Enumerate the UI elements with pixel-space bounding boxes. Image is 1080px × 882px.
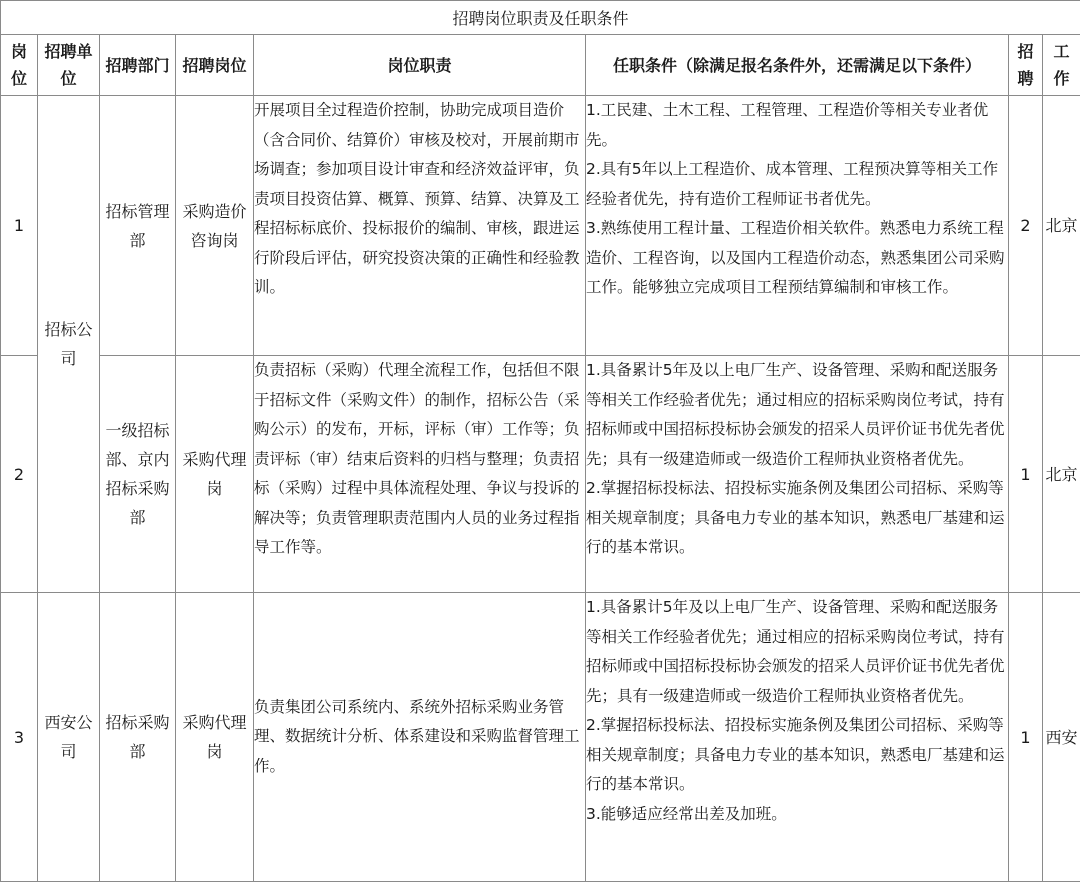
table-row	[1, 96, 1080, 356]
row-dept: 一级招标部、京内招标采购部	[100, 356, 176, 593]
requirement-item: 1.具备累计5年及以上电厂生产、设备管理、采购和配送服务等相关工作经验者优先；通过相应的招标采购岗位考试，持有招标师或中国招标投标协会颁发的招采人员评价证书优先者优先；具有一级建造师或一级造价工程师执业资格者优先。	[586, 356, 1008, 474]
row-dept: 招标管理部	[100, 96, 176, 356]
row-seq: 1	[1, 96, 38, 356]
requirement-item: 1.具备累计5年及以上电厂生产、设备管理、采购和配送服务等相关工作经验者优先；通过相应的招标采购岗位考试，持有招标师或中国招标投标协会颁发的招采人员评价证书优先者优先；具有一级建造师或一级造价工程师执业资格者优先。	[586, 593, 1008, 711]
header-seq: 岗位	[1, 35, 38, 96]
row-location: 北京	[1043, 96, 1080, 356]
row-count: 1	[1009, 593, 1043, 882]
table-row	[1, 593, 1080, 882]
header-requirements: 任职条件（除满足报名条件外，还需满足以下条件）	[586, 35, 1009, 96]
row-location: 北京	[1043, 356, 1080, 593]
requirement-item: 2.掌握招标投标法、招投标实施条例及集团公司招标、采购等相关规章制度；具备电力专业的基本知识，熟悉电厂基建和运行的基本常识。	[586, 711, 1008, 800]
row-post: 采购代理岗	[176, 356, 254, 593]
row-duties: 负责集团公司系统内、系统外招标采购业务管理、数据统计分析、体系建设和采购监督管理工作。	[254, 593, 586, 882]
row-requirements	[586, 593, 1009, 882]
row-post: 采购代理岗	[176, 593, 254, 882]
row-duties: 负责招标（采购）代理全流程工作，包括但不限于招标文件（采购文件）的制作，招标公告（采购公示）的发布，开标，评标（审）工作等；负责评标（审）结束后资料的归档与整理；负责招标（采购）过程中具体流程处理、争议与投诉的解决等；负责管理职责范围内人员的业务过程指导工作等。	[254, 356, 586, 593]
requirement-item: 1.工民建、土木工程、工程管理、工程造价等相关专业者优先。	[586, 96, 1008, 155]
row-location: 西安	[1043, 593, 1080, 882]
row-count: 1	[1009, 356, 1043, 593]
table-title: 招聘岗位职责及任职条件	[1, 1, 1080, 35]
header-post: 招聘岗位	[176, 35, 254, 96]
requirement-item: 2.具有5年以上工程造价、成本管理、工程预决算等相关工作经验者优先，持有造价工程师证书者优先。	[586, 155, 1008, 214]
header-location: 工作	[1043, 35, 1080, 96]
row-duties: 开展项目全过程造价控制，协助完成项目造价（含合同价、结算价）审核及校对，开展前期市场调查；参加项目设计审查和经济效益评审，负责项目投资估算、概算、预算、结算、决算及工程招标标底价、投标报价的编制、审核，跟进运行阶段后评估，研究投资决策的正确性和经验教训。	[254, 96, 586, 356]
requirement-item: 3.能够适应经常出差及加班。	[586, 800, 1008, 830]
row-dept: 招标采购部	[100, 593, 176, 882]
requirement-item: 3.熟练使用工程计量、工程造价相关软件。熟悉电力系统工程造价、工程咨询，以及国内工程造价动态，熟悉集团公司采购工作。能够独立完成项目工程预结算编制和审核工作。	[586, 214, 1008, 303]
row-seq: 2	[1, 356, 38, 593]
row-unit: 招标公司	[38, 96, 100, 593]
header-unit: 招聘单位	[38, 35, 100, 96]
table-row	[1, 356, 1080, 593]
header-row	[1, 35, 1080, 96]
row-requirements	[586, 356, 1009, 593]
header-dept: 招聘部门	[100, 35, 176, 96]
row-requirements	[586, 96, 1009, 356]
requirement-item: 2.掌握招标投标法、招投标实施条例及集团公司招标、采购等相关规章制度；具备电力专业的基本知识，熟悉电厂基建和运行的基本常识。	[586, 474, 1008, 563]
row-post: 采购造价咨询岗	[176, 96, 254, 356]
row-unit: 西安公司	[38, 593, 100, 882]
header-count: 招聘	[1009, 35, 1043, 96]
row-count: 2	[1009, 96, 1043, 356]
header-duties: 岗位职责	[254, 35, 586, 96]
row-seq: 3	[1, 593, 38, 882]
